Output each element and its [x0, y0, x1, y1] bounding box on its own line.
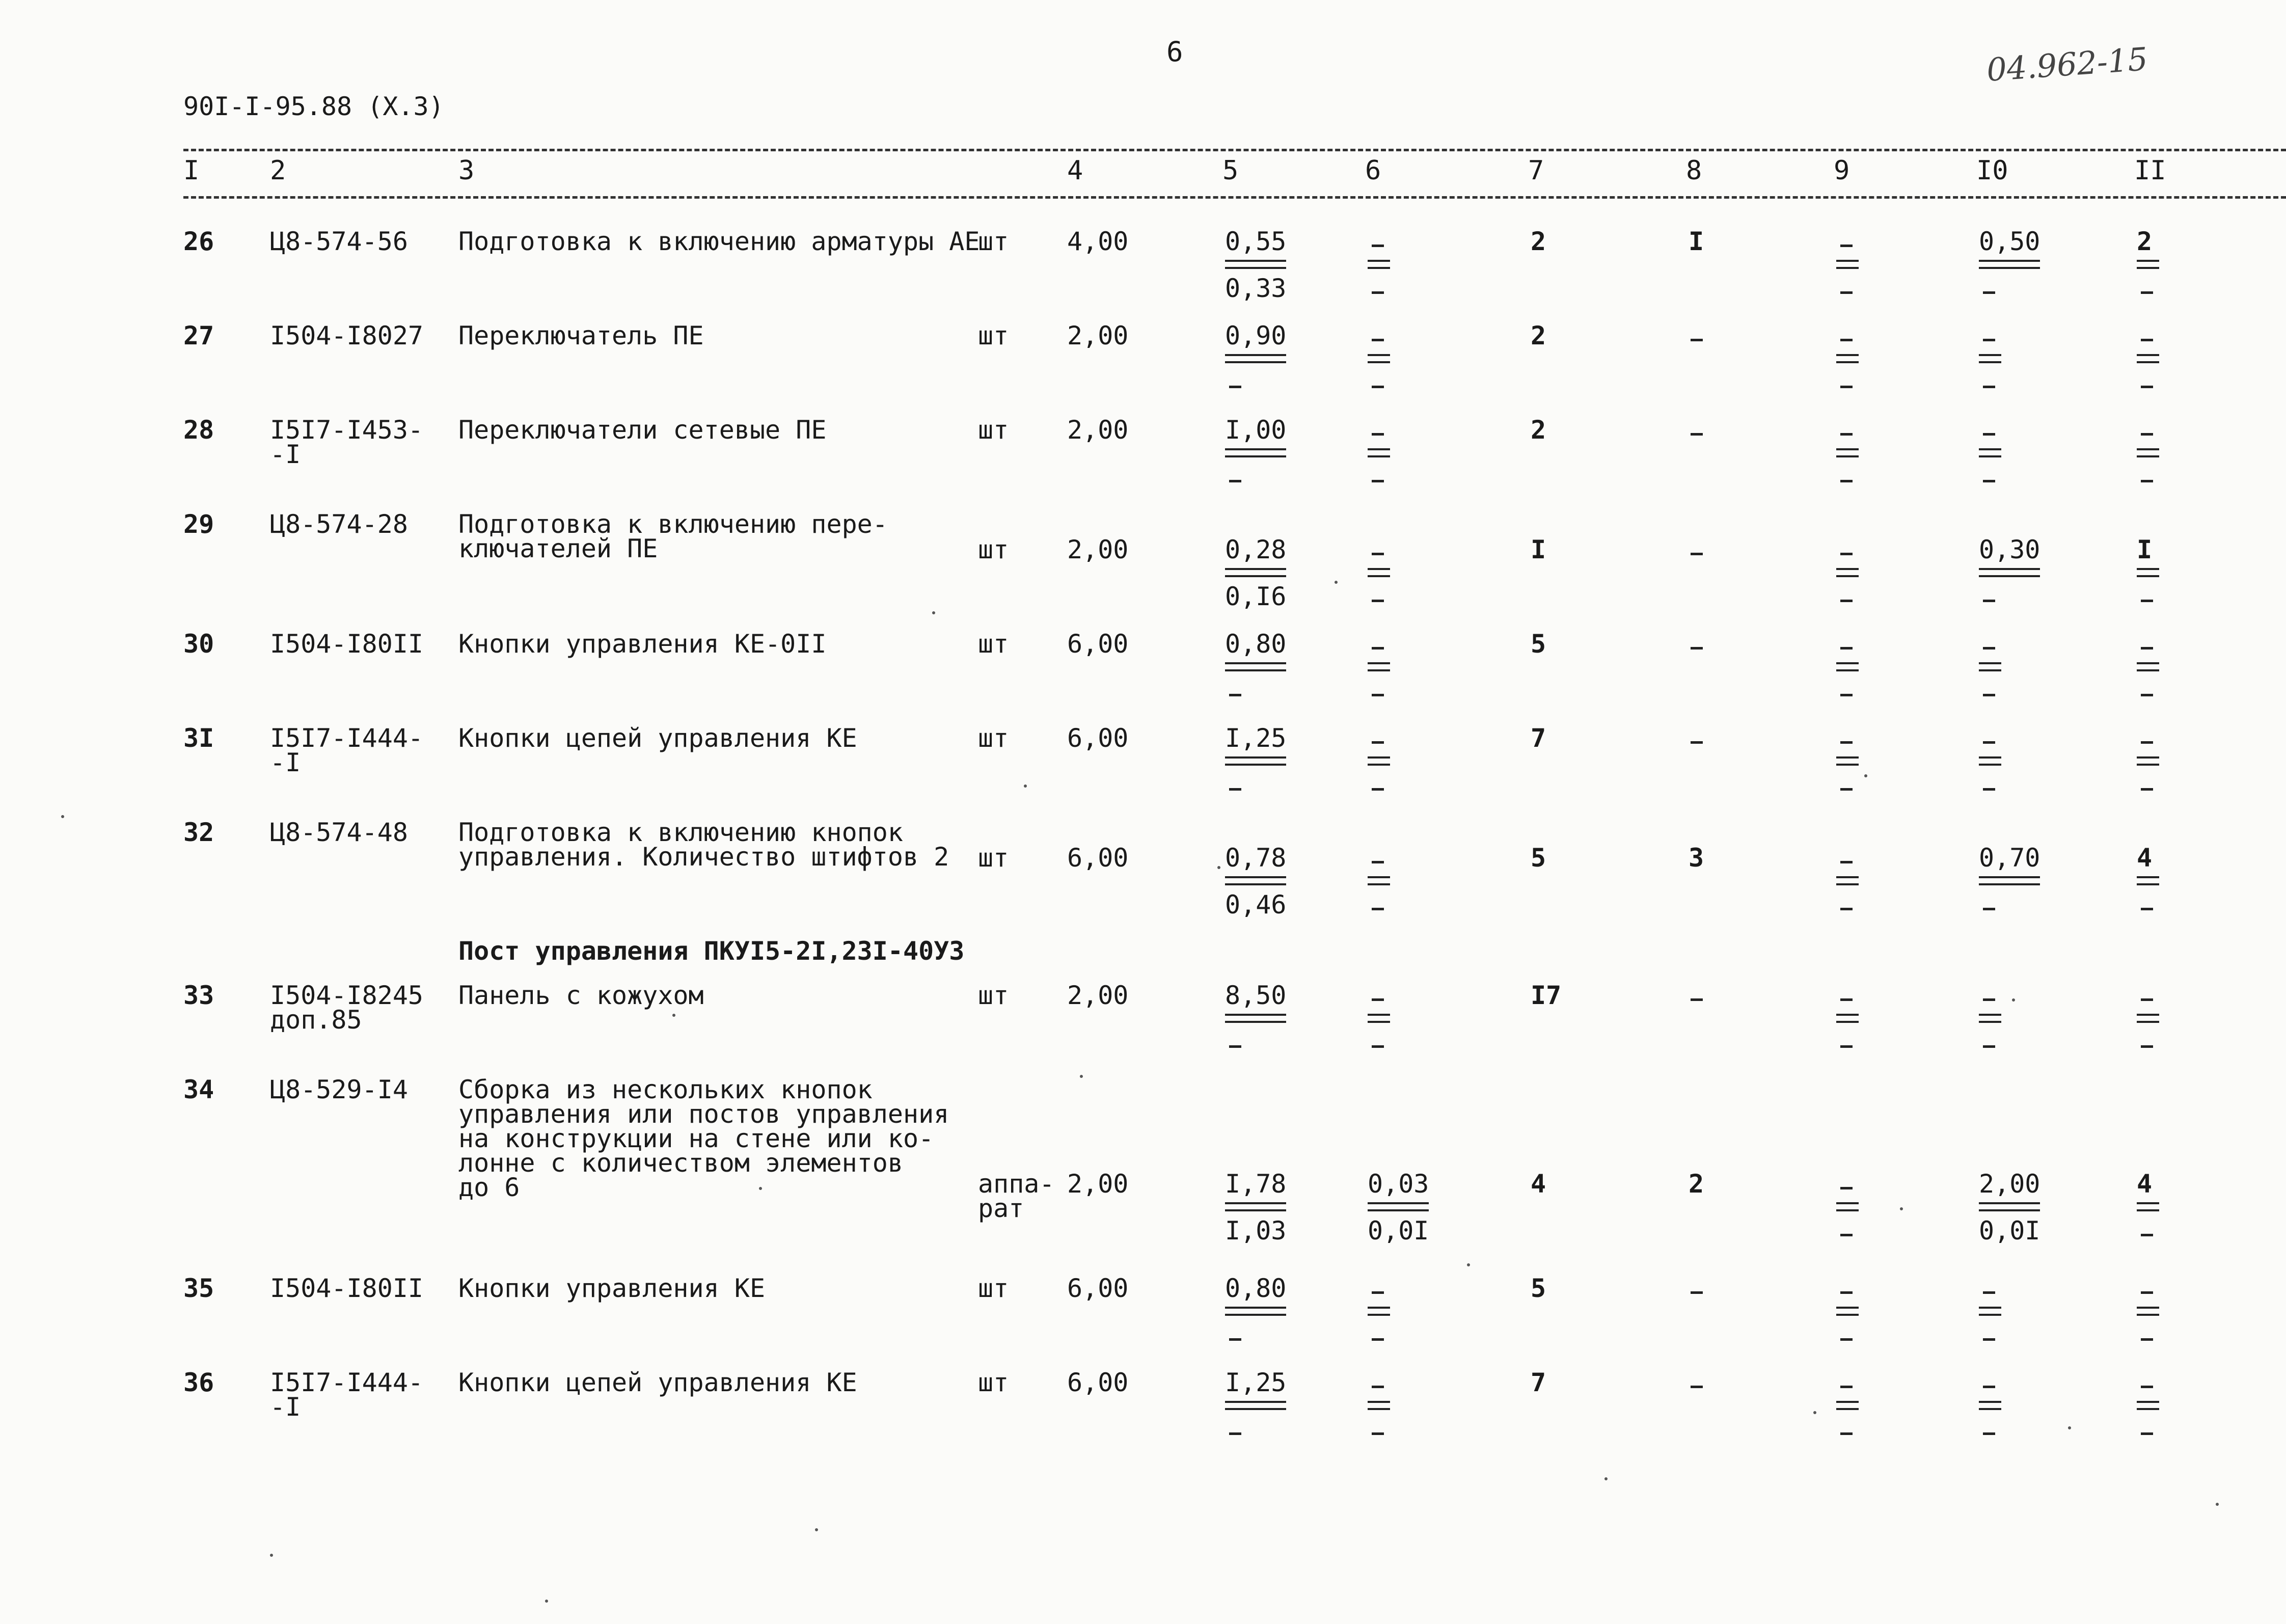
col10-fraction-rule	[1979, 1401, 2001, 1410]
scan-speck	[1813, 1411, 1816, 1414]
item-code: -I	[270, 748, 301, 777]
quantity: 6,00	[1067, 723, 1129, 753]
col7-value: I	[1531, 535, 1546, 564]
col5-fraction-rule	[1225, 1307, 1286, 1316]
col10-numerator-dash	[1983, 1386, 1995, 1388]
col9-fraction-rule	[1836, 1014, 1859, 1023]
col5-numerator: 0,80	[1225, 1274, 1287, 1303]
col5-fraction-rule	[1225, 756, 1286, 766]
col7-value: 7	[1531, 723, 1546, 753]
col11-denominator-dash	[2141, 291, 2153, 294]
col10-numerator: 2,00	[1979, 1169, 2040, 1199]
col10-denominator-dash	[1983, 600, 1995, 602]
col5-fraction-rule	[1225, 876, 1286, 885]
scan-speck	[672, 1014, 675, 1017]
col11-numerator-dash	[2141, 998, 2153, 1001]
col11-denominator-dash	[2141, 694, 2153, 696]
col7-value: 5	[1531, 629, 1546, 659]
unit: шт	[978, 535, 1009, 564]
col6-denominator-dash	[1372, 1338, 1384, 1341]
col11-numerator-dash	[2141, 433, 2153, 436]
scan-speck	[1900, 1207, 1903, 1210]
col6-denominator-dash	[1372, 694, 1384, 696]
header-bottom-rule	[183, 196, 2286, 199]
col10-fraction-rule	[1979, 1202, 2040, 1211]
item-code: I504-I80II	[270, 1274, 424, 1303]
page-number: 6	[1166, 36, 1183, 68]
col7-value: 5	[1531, 1274, 1546, 1303]
col6-numerator-dash	[1372, 339, 1384, 341]
item-name: управления или постов управления	[458, 1099, 949, 1129]
item-code: Ц8-574-28	[270, 509, 408, 539]
scan-speck	[932, 611, 935, 614]
scan-speck	[1217, 866, 1220, 869]
header-top-rule	[183, 149, 2286, 151]
col6-fraction-rule	[1368, 756, 1390, 766]
scan-speck	[270, 1554, 273, 1557]
col8-dash	[1691, 998, 1703, 1001]
col10-fraction-rule	[1979, 354, 2001, 363]
item-name: Подготовка к включению кнопок	[458, 818, 903, 847]
section-heading: Пост управления ПКУI5-2I,23I-40У3	[458, 936, 965, 966]
col10-denominator-dash	[1983, 1045, 1995, 1048]
col11-numerator-dash	[2141, 1291, 2153, 1294]
col5-fraction-rule	[1225, 354, 1286, 363]
unit: шт	[978, 321, 1009, 350]
col10-numerator-dash	[1983, 433, 1995, 436]
col5-fraction-rule	[1225, 1202, 1286, 1211]
scan-speck	[61, 815, 64, 818]
col9-denominator-dash	[1840, 1338, 1853, 1341]
col9-denominator-dash	[1840, 1234, 1853, 1236]
col9-denominator-dash	[1840, 1045, 1853, 1048]
col9-numerator-dash	[1840, 245, 1853, 247]
item-code: I504-I80II	[270, 629, 424, 659]
column-header-8: 8	[1686, 155, 1702, 186]
col11-fraction-rule	[2137, 448, 2159, 457]
col6-denominator-dash	[1372, 1432, 1384, 1435]
item-code: -I	[270, 440, 301, 469]
col8-value: 3	[1689, 843, 1704, 873]
col11-denominator-dash	[2141, 788, 2153, 791]
col10-denominator-dash	[1983, 908, 1995, 910]
column-header-1: I	[183, 155, 200, 186]
item-name: ключателей ПЕ	[458, 534, 658, 563]
col8-dash	[1691, 339, 1703, 341]
col6-fraction-rule	[1368, 448, 1390, 457]
col11-denominator-dash	[2141, 1432, 2153, 1435]
col11-fraction-rule	[2137, 662, 2159, 671]
unit: шт	[978, 1274, 1009, 1303]
unit: шт	[978, 227, 1009, 256]
col11-fraction-rule	[2137, 1202, 2159, 1211]
col8-value: 2	[1689, 1169, 1704, 1199]
col11-fraction-rule	[2137, 260, 2159, 269]
col6-fraction-rule	[1368, 568, 1390, 577]
col11-fraction-rule	[2137, 568, 2159, 577]
col5-denominator: 0,33	[1225, 274, 1287, 303]
col5-numerator: 0,78	[1225, 843, 1287, 873]
col9-numerator-dash	[1840, 1187, 1853, 1189]
col6-denominator: 0,0I	[1368, 1216, 1429, 1246]
col10-numerator-dash	[1983, 647, 1995, 649]
col6-numerator-dash	[1372, 647, 1384, 649]
col8-dash	[1691, 553, 1703, 555]
col9-fraction-rule	[1836, 354, 1859, 363]
scan-speck	[2068, 1426, 2071, 1429]
col7-value: I7	[1531, 981, 1562, 1010]
col9-fraction-rule	[1836, 1307, 1859, 1316]
col5-numerator: 0,90	[1225, 321, 1287, 350]
col5-numerator: I,25	[1225, 1368, 1287, 1397]
col6-denominator-dash	[1372, 788, 1384, 791]
quantity: 2,00	[1067, 321, 1129, 350]
col10-fraction-rule	[1979, 568, 2040, 577]
col8-dash	[1691, 1291, 1703, 1294]
col5-denominator-dash	[1229, 694, 1241, 696]
col9-denominator-dash	[1840, 480, 1853, 482]
item-code: -I	[270, 1392, 301, 1422]
unit: шт	[978, 843, 1009, 873]
col8-dash	[1691, 1386, 1703, 1388]
col5-fraction-rule	[1225, 1014, 1286, 1023]
quantity: 6,00	[1067, 629, 1129, 659]
col6-fraction-rule	[1368, 1014, 1390, 1023]
col11-denominator-dash	[2141, 908, 2153, 910]
col10-fraction-rule	[1979, 448, 2001, 457]
col9-fraction-rule	[1836, 1202, 1859, 1211]
quantity: 2,00	[1067, 535, 1129, 564]
col5-denominator: 0,I6	[1225, 582, 1287, 611]
col7-value: 5	[1531, 843, 1546, 873]
row-number: 27	[183, 321, 214, 350]
column-header-9: 9	[1834, 155, 1850, 186]
col9-fraction-rule	[1836, 662, 1859, 671]
quantity: 4,00	[1067, 227, 1129, 256]
col9-numerator-dash	[1840, 998, 1853, 1001]
col10-numerator: 0,70	[1979, 843, 2040, 873]
item-name: Кнопки управления КЕ	[458, 1274, 766, 1303]
col6-denominator-dash	[1372, 480, 1384, 482]
col11-fraction-rule	[2137, 1307, 2159, 1316]
scan-speck	[1335, 581, 1338, 584]
col6-numerator-dash	[1372, 998, 1384, 1001]
col5-numerator: I,78	[1225, 1169, 1287, 1199]
scan-speck	[2216, 1503, 2219, 1506]
row-number: 33	[183, 981, 214, 1010]
col11-fraction-rule	[2137, 1401, 2159, 1410]
col6-denominator-dash	[1372, 908, 1384, 910]
unit: шт	[978, 1368, 1009, 1397]
col6-numerator-dash	[1372, 1291, 1384, 1294]
col5-denominator: 0,46	[1225, 890, 1287, 919]
col10-denominator-dash	[1983, 1338, 1995, 1341]
col5-numerator: I,25	[1225, 723, 1287, 753]
col5-fraction-rule	[1225, 662, 1286, 671]
col11-fraction-rule	[2137, 1014, 2159, 1023]
col5-denominator-dash	[1229, 480, 1241, 482]
col5-numerator: 8,50	[1225, 981, 1287, 1010]
col10-numerator-dash	[1983, 998, 1995, 1001]
col5-numerator: I,00	[1225, 415, 1287, 445]
col10-denominator-dash	[1983, 694, 1995, 696]
col9-denominator-dash	[1840, 694, 1853, 696]
item-name: Кнопки управления КЕ-0II	[458, 629, 827, 659]
unit: шт	[978, 981, 1009, 1010]
column-header-4: 4	[1067, 155, 1083, 186]
col9-numerator-dash	[1840, 741, 1853, 744]
col5-denominator-dash	[1229, 386, 1241, 388]
scan-speck	[1024, 784, 1027, 788]
col10-fraction-rule	[1979, 1014, 2001, 1023]
item-code: Ц8-529-I4	[270, 1075, 408, 1104]
col6-numerator-dash	[1372, 553, 1384, 555]
col9-denominator-dash	[1840, 291, 1853, 294]
col9-numerator-dash	[1840, 433, 1853, 436]
column-header-2: 2	[270, 155, 286, 186]
col7-value: 2	[1531, 415, 1546, 445]
col6-numerator-dash	[1372, 433, 1384, 436]
item-name: до 6	[458, 1173, 520, 1202]
col10-denominator-dash	[1983, 386, 1995, 388]
scan-speck	[759, 1187, 762, 1190]
col5-numerator: 0,80	[1225, 629, 1287, 659]
col9-fraction-rule	[1836, 756, 1859, 766]
scan-speck	[1864, 774, 1867, 777]
col11-value: I	[2137, 535, 2153, 564]
item-code: I5I7-I444-	[270, 723, 424, 753]
row-number: 32	[183, 818, 214, 847]
item-code: I5I7-I453-	[270, 415, 424, 445]
col5-fraction-rule	[1225, 1401, 1286, 1410]
item-code: I5I7-I444-	[270, 1368, 424, 1397]
scan-speck	[2012, 998, 2015, 1002]
item-name: лонне с количеством элементов	[458, 1148, 903, 1178]
col9-denominator-dash	[1840, 1432, 1853, 1435]
col5-denominator: I,03	[1225, 1216, 1287, 1246]
col7-value: 7	[1531, 1368, 1546, 1397]
col8-dash	[1691, 647, 1703, 649]
col9-denominator-dash	[1840, 908, 1853, 910]
column-header-6: 6	[1365, 155, 1381, 186]
col9-fraction-rule	[1836, 568, 1859, 577]
col6-fraction-rule	[1368, 354, 1390, 363]
unit: аппа-	[978, 1169, 1055, 1199]
col5-numerator: 0,28	[1225, 535, 1287, 564]
col6-fraction-rule	[1368, 1401, 1390, 1410]
col6-numerator-dash	[1372, 861, 1384, 863]
column-header-11: II	[2134, 155, 2166, 186]
col9-fraction-rule	[1836, 1401, 1859, 1410]
col11-denominator-dash	[2141, 1338, 2153, 1341]
col6-denominator-dash	[1372, 600, 1384, 602]
col7-value: 2	[1531, 227, 1546, 256]
row-number: 28	[183, 415, 214, 445]
col11-numerator-dash	[2141, 339, 2153, 341]
item-name: Кнопки цепей управления КЕ	[458, 1368, 857, 1397]
row-number: 35	[183, 1274, 214, 1303]
col10-denominator-dash	[1983, 1432, 1995, 1435]
col10-numerator: 0,30	[1979, 535, 2040, 564]
column-header-3: 3	[458, 155, 475, 186]
col10-numerator-dash	[1983, 339, 1995, 341]
col5-denominator-dash	[1229, 1338, 1241, 1341]
col8-dash	[1691, 433, 1703, 436]
col11-numerator-dash	[2141, 741, 2153, 744]
quantity: 6,00	[1067, 843, 1129, 873]
col6-numerator-dash	[1372, 741, 1384, 744]
row-number: 36	[183, 1368, 214, 1397]
col5-fraction-rule	[1225, 568, 1286, 577]
scan-speck	[1467, 1263, 1470, 1266]
col9-denominator-dash	[1840, 600, 1853, 602]
row-number: 34	[183, 1075, 214, 1104]
col6-fraction-rule	[1368, 876, 1390, 885]
col9-fraction-rule	[1836, 448, 1859, 457]
row-number: 26	[183, 227, 214, 256]
unit: шт	[978, 629, 1009, 659]
col11-numerator-dash	[2141, 1386, 2153, 1388]
item-name: управления. Количество штифтов 2	[458, 842, 949, 872]
col6-numerator-dash	[1372, 245, 1384, 247]
col10-numerator: 0,50	[1979, 227, 2040, 256]
column-header-5: 5	[1222, 155, 1239, 186]
col11-value: 2	[2137, 227, 2153, 256]
col10-numerator-dash	[1983, 741, 1995, 744]
col10-denominator-dash	[1983, 788, 1995, 791]
col5-fraction-rule	[1225, 260, 1286, 269]
row-number: 3I	[183, 723, 214, 753]
col6-denominator-dash	[1372, 291, 1384, 294]
column-header-10: I0	[1976, 155, 2008, 186]
item-name: Подготовка к включению пере-	[458, 509, 888, 539]
col11-fraction-rule	[2137, 876, 2159, 885]
col10-fraction-rule	[1979, 1307, 2001, 1316]
quantity: 6,00	[1067, 1274, 1129, 1303]
unit: рат	[978, 1194, 1024, 1223]
col9-numerator-dash	[1840, 553, 1853, 555]
item-code: I504-I8245	[270, 981, 424, 1010]
item-code: I504-I8027	[270, 321, 424, 350]
col11-value: 4	[2137, 843, 2153, 873]
scan-speck	[1080, 1075, 1083, 1078]
col9-fraction-rule	[1836, 876, 1859, 885]
item-code: Ц8-574-48	[270, 818, 408, 847]
col9-denominator-dash	[1840, 788, 1853, 791]
quantity: 2,00	[1067, 981, 1129, 1010]
col10-numerator-dash	[1983, 1291, 1995, 1294]
row-number: 29	[183, 509, 214, 539]
item-name: Сборка из нескольких кнопок	[458, 1075, 873, 1104]
col6-numerator: 0,03	[1368, 1169, 1429, 1199]
col9-numerator-dash	[1840, 1386, 1853, 1388]
col6-numerator-dash	[1372, 1386, 1384, 1388]
col10-fraction-rule	[1979, 756, 2001, 766]
item-name: Панель с кожухом	[458, 981, 704, 1010]
unit: шт	[978, 415, 1009, 445]
col11-denominator-dash	[2141, 1234, 2153, 1236]
col10-fraction-rule	[1979, 662, 2001, 671]
col5-numerator: 0,55	[1225, 227, 1287, 256]
col7-value: 2	[1531, 321, 1546, 350]
col9-numerator-dash	[1840, 861, 1853, 863]
col5-denominator-dash	[1229, 788, 1241, 791]
col11-denominator-dash	[2141, 600, 2153, 602]
unit: шт	[978, 723, 1009, 753]
col5-fraction-rule	[1225, 448, 1286, 457]
quantity: 6,00	[1067, 1368, 1129, 1397]
col9-denominator-dash	[1840, 386, 1853, 388]
item-name: Подготовка к включению арматуры АЕ	[458, 227, 980, 256]
col9-numerator-dash	[1840, 647, 1853, 649]
scan-speck	[545, 1600, 548, 1603]
scan-speck	[1604, 1477, 1608, 1480]
col6-denominator-dash	[1372, 1045, 1384, 1048]
col5-denominator-dash	[1229, 1045, 1241, 1048]
item-name: Переключатели сетевые ПЕ	[458, 415, 827, 445]
scan-speck	[815, 1528, 818, 1531]
item-code: Ц8-574-56	[270, 227, 408, 256]
corner-stamp: 04.962-15	[1985, 40, 2149, 89]
col10-denominator: 0,0I	[1979, 1216, 2040, 1246]
col11-numerator-dash	[2141, 647, 2153, 649]
col5-denominator-dash	[1229, 1432, 1241, 1435]
col10-fraction-rule	[1979, 876, 2040, 885]
item-name: на конструкции на стене или ко-	[458, 1124, 934, 1153]
col11-fraction-rule	[2137, 756, 2159, 766]
item-code: доп.85	[270, 1005, 362, 1035]
item-name: Переключатель ПЕ	[458, 321, 704, 350]
item-name: Кнопки цепей управления КЕ	[458, 723, 857, 753]
column-header-7: 7	[1528, 155, 1544, 186]
col6-fraction-rule	[1368, 1307, 1390, 1316]
col11-fraction-rule	[2137, 354, 2159, 363]
col11-denominator-dash	[2141, 1045, 2153, 1048]
col11-value: 4	[2137, 1169, 2153, 1199]
col8-value: I	[1689, 227, 1704, 256]
quantity: 2,00	[1067, 1169, 1129, 1199]
col6-fraction-rule	[1368, 662, 1390, 671]
col6-fraction-rule	[1368, 260, 1390, 269]
quantity: 2,00	[1067, 415, 1129, 445]
document-code: 90I-I-95.88 (X.3)	[183, 92, 444, 121]
col10-fraction-rule	[1979, 260, 2040, 269]
col9-numerator-dash	[1840, 1291, 1853, 1294]
col11-denominator-dash	[2141, 480, 2153, 482]
col6-fraction-rule	[1368, 1202, 1429, 1211]
col10-denominator-dash	[1983, 291, 1995, 294]
row-number: 30	[183, 629, 214, 659]
col6-denominator-dash	[1372, 386, 1384, 388]
col8-dash	[1691, 741, 1703, 744]
col11-denominator-dash	[2141, 386, 2153, 388]
col10-denominator-dash	[1983, 480, 1995, 482]
col9-numerator-dash	[1840, 339, 1853, 341]
col9-fraction-rule	[1836, 260, 1859, 269]
col7-value: 4	[1531, 1169, 1546, 1199]
